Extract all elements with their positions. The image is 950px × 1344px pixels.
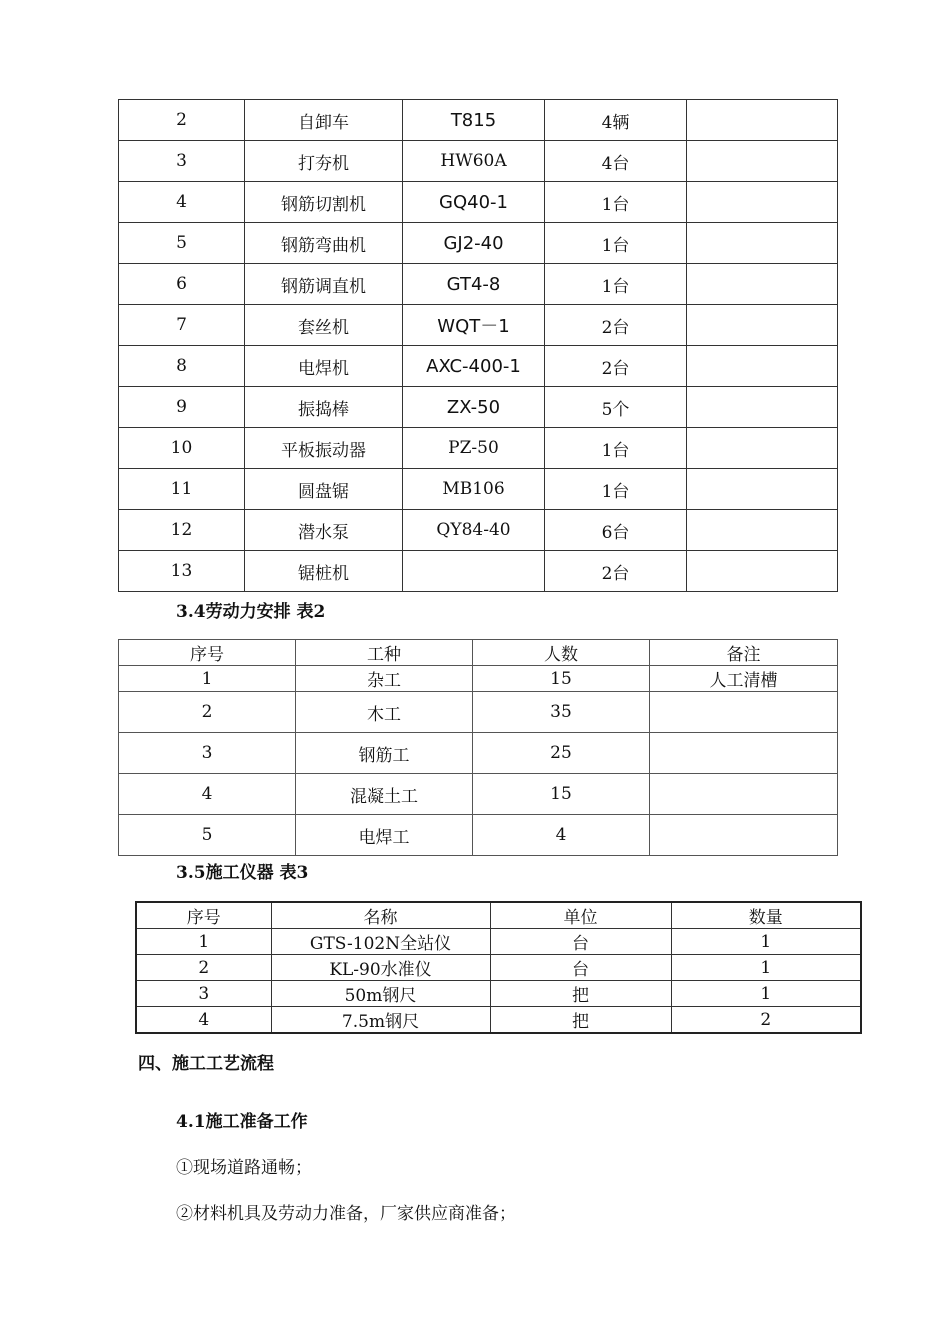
cell-note [650,692,838,733]
table-row [136,1007,861,1034]
cell-no: 4 [119,774,296,815]
table-row [119,100,838,141]
cell-count: 15 [473,666,650,692]
cell-qty: 4台 [545,141,687,182]
table-row [119,469,838,510]
cell-model: PZ-50 [403,428,545,469]
table-row [119,692,838,733]
cell-count: 35 [473,692,650,733]
table-row [119,733,838,774]
labor-table-header [119,640,838,666]
cell-no: 8 [119,346,245,387]
cell-unit: 台 [490,955,671,981]
cell-name: 潜水泵 [245,510,403,551]
cell-name: 圆盘锯 [245,469,403,510]
table-row [119,510,838,551]
cell-qty: 1台 [545,469,687,510]
cell-note [687,100,838,141]
cell-no: 3 [119,141,245,182]
cell-name: 打夯机 [245,141,403,182]
header-cell: 名称 [271,902,490,929]
cell-model: HW60A [403,141,545,182]
cell-name: KL-90水准仪 [271,955,490,981]
table-row [119,346,838,387]
cell-model: AXC-400-1 [403,346,545,387]
cell-name: 电焊机 [245,346,403,387]
cell-model: GQ40-1 [403,182,545,223]
cell-no: 12 [119,510,245,551]
cell-name: 钢筋弯曲机 [245,223,403,264]
cell-trade: 杂工 [296,666,473,692]
cell-model: ZX-50 [403,387,545,428]
cell-note: 人工清槽 [650,666,838,692]
cell-name: 7.5m钢尺 [271,1007,490,1034]
cell-qty: 1台 [545,264,687,305]
table-row [119,666,838,692]
table-row [119,223,838,264]
cell-model: QY84-40 [403,510,545,551]
table-row [119,264,838,305]
cell-no: 4 [119,182,245,223]
table-row [119,182,838,223]
cell-note [687,551,838,592]
cell-qty: 2台 [545,305,687,346]
cell-model: MB106 [403,469,545,510]
cell-trade: 木工 [296,692,473,733]
cell-note [687,223,838,264]
table-row [119,387,838,428]
cell-qty: 2 [671,1007,861,1034]
header-cell: 数量 [671,902,861,929]
cell-note [687,469,838,510]
header-cell: 单位 [490,902,671,929]
sub-heading: 4.1施工准备工作 [176,1112,308,1132]
cell-name: 钢筋调直机 [245,264,403,305]
cell-no: 5 [119,815,296,856]
instruments-table-header [136,902,861,929]
cell-note [687,141,838,182]
cell-unit: 把 [490,1007,671,1034]
labor-table-caption: 3.4劳动力安排 表2 [176,602,326,622]
table-row [136,981,861,1007]
cell-no: 7 [119,305,245,346]
cell-trade: 混凝土工 [296,774,473,815]
cell-no: 3 [136,981,271,1007]
cell-model: GJ2-40 [403,223,545,264]
cell-no: 4 [136,1007,271,1034]
header-cell: 序号 [119,640,296,666]
labor-table [118,639,838,856]
table-row [136,929,861,955]
cell-no: 2 [119,692,296,733]
list-item: ②材料机具及劳动力准备，厂家供应商准备； [176,1204,516,1224]
cell-name: 钢筋切割机 [245,182,403,223]
cell-note [687,182,838,223]
cell-note [687,264,838,305]
cell-unit: 台 [490,929,671,955]
cell-model [403,551,545,592]
cell-qty: 1台 [545,428,687,469]
cell-name: 自卸车 [245,100,403,141]
cell-no: 2 [119,100,245,141]
table-row [119,815,838,856]
header-cell: 工种 [296,640,473,666]
cell-note [687,305,838,346]
cell-model: T815 [403,100,545,141]
cell-trade: 电焊工 [296,815,473,856]
cell-no: 1 [136,929,271,955]
table-row [119,551,838,592]
cell-qty: 4辆 [545,100,687,141]
table-row [119,141,838,182]
table-row [119,774,838,815]
cell-name: 平板振动器 [245,428,403,469]
cell-note [687,346,838,387]
cell-note [687,510,838,551]
cell-no: 2 [136,955,271,981]
cell-no: 11 [119,469,245,510]
header-cell: 人数 [473,640,650,666]
cell-qty: 2台 [545,346,687,387]
list-item: ①现场道路通畅； [176,1158,312,1178]
section-heading: 四、施工工艺流程 [138,1054,274,1074]
header-cell: 备注 [650,640,838,666]
cell-count: 4 [473,815,650,856]
cell-trade: 钢筋工 [296,733,473,774]
equipment-table [118,99,838,592]
table-row [136,955,861,981]
cell-count: 15 [473,774,650,815]
cell-note [650,733,838,774]
cell-name: 50m钢尺 [271,981,490,1007]
table-row [119,305,838,346]
cell-name: 套丝机 [245,305,403,346]
cell-qty: 1台 [545,182,687,223]
cell-qty: 5个 [545,387,687,428]
cell-note [687,428,838,469]
cell-qty: 2台 [545,551,687,592]
cell-qty: 1 [671,955,861,981]
cell-name: 锯桩机 [245,551,403,592]
table-row [119,428,838,469]
instruments-table [135,901,862,1034]
cell-note [687,387,838,428]
cell-no: 5 [119,223,245,264]
cell-name: 振捣棒 [245,387,403,428]
cell-no: 3 [119,733,296,774]
cell-model: GT4-8 [403,264,545,305]
cell-no: 13 [119,551,245,592]
cell-qty: 1台 [545,223,687,264]
equipment-table-body [119,100,838,592]
instruments-table-caption: 3.5施工仪器 表3 [176,863,309,883]
cell-no: 1 [119,666,296,692]
cell-no: 6 [119,264,245,305]
cell-model: WQT－1 [403,305,545,346]
header-cell: 序号 [136,902,271,929]
cell-name: GTS-102N全站仪 [271,929,490,955]
cell-note [650,774,838,815]
cell-no: 10 [119,428,245,469]
cell-no: 9 [119,387,245,428]
cell-qty: 1 [671,981,861,1007]
cell-qty: 6台 [545,510,687,551]
cell-count: 25 [473,733,650,774]
cell-note [650,815,838,856]
cell-qty: 1 [671,929,861,955]
cell-unit: 把 [490,981,671,1007]
